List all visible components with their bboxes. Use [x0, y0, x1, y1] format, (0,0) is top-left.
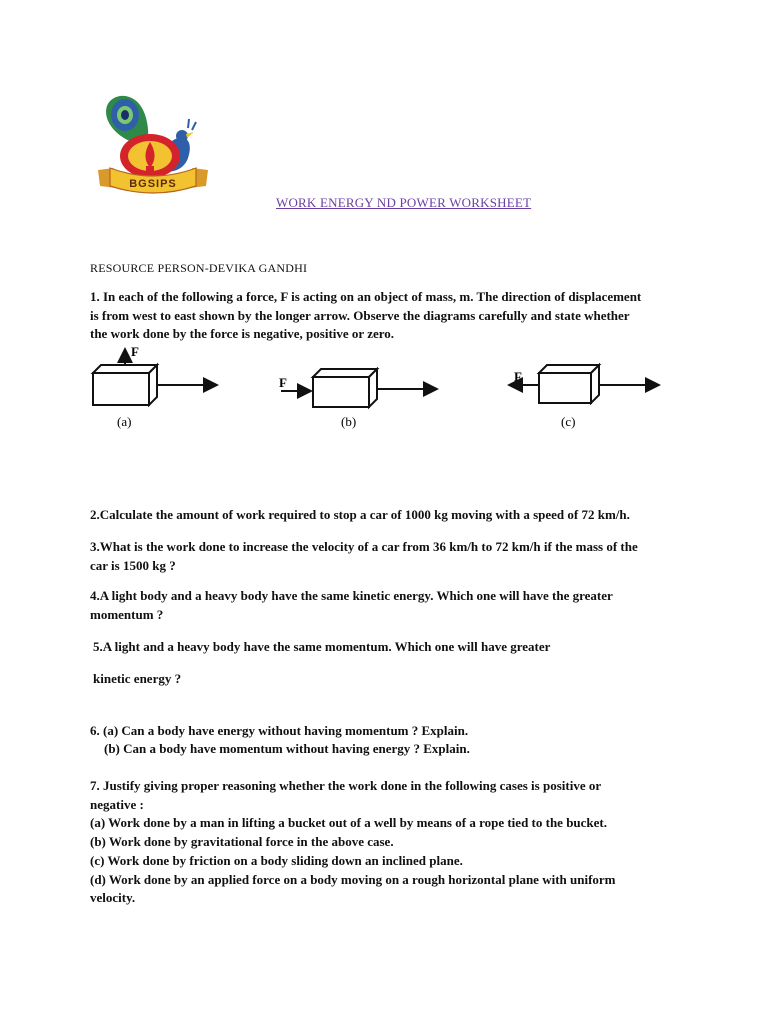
question-6b: (b) Can a body have momentum without having energy ? Explain. — [104, 741, 470, 756]
label-c: (c) — [561, 414, 576, 429]
question-7-line-1: 7. Justify giving proper reasoning whether the work done in the following cases is positive or — [90, 778, 602, 793]
question-7d-line-1: (d) Work done by an applied force on a body moving on a rough horizontal plane with uniform — [90, 871, 616, 887]
question-7d-line-2: velocity. — [90, 890, 136, 906]
logo-text: BGSIPS — [129, 178, 177, 190]
question-5-line-1: 5.A light and a heavy body have the same momentum. Which one will have greater — [93, 639, 551, 654]
force-label-c: F — [514, 369, 522, 384]
question-7b: (b) Work done by gravitational force in the above case. — [90, 834, 394, 850]
force-label-b: F — [279, 375, 287, 390]
question-7 — [90, 777, 690, 908]
question-4-line-2: momentum ? — [90, 606, 164, 622]
resource-person: RESOURCE PERSON-DEVIKA GANDHI — [90, 261, 308, 275]
question-4-line-1: 4.A light body and a heavy body have the same kinetic energy. Which one will have the greater — [90, 588, 613, 603]
question-4 — [90, 587, 690, 624]
label-b: (b) — [341, 414, 357, 429]
question-2: 2.Calculate the amount of work required to stop a car of 1000 kg moving with a speed of 72 km/h. — [90, 507, 630, 522]
question-1-line-3: the work done by the force is negative, positive or zero. — [90, 326, 395, 342]
question-3 — [90, 538, 690, 575]
question-1 — [90, 288, 690, 344]
worksheet-title: WORK ENERGY ND POWER WORKSHEET — [276, 195, 532, 210]
question-1-line-1: 1. In each of the following a force, F is acting on an object of mass, m. The direction of displacement — [90, 289, 642, 304]
question-5-line-2: kinetic energy ? — [93, 671, 182, 686]
question-6a: 6. (a) Can a body have energy without having momentum ? Explain. — [90, 723, 469, 738]
force-diagrams — [85, 343, 685, 435]
diagram-c — [509, 365, 659, 429]
question-1-line-2: is from west to east shown by the longer arrow. Observe the diagrams carefully and state whether — [90, 307, 630, 323]
lamp-emblem-icon — [120, 134, 180, 178]
label-a: (a) — [117, 414, 132, 429]
force-label-a: F — [131, 344, 139, 359]
question-3-line-2: car is 1500 kg ? — [90, 557, 176, 573]
diagram-a — [93, 344, 217, 429]
school-logo — [92, 90, 214, 210]
question-7-line-2: negative : — [90, 796, 144, 812]
question-7a: (a) Work done by a man in lifting a bucket out of a well by means of a rope tied to the bucket. — [90, 815, 608, 831]
diagram-b — [279, 369, 437, 429]
question-3-line-1: 3.What is the work done to increase the velocity of a car from 36 km/h to 72 km/h if the mass of the — [90, 539, 638, 554]
question-7c: (c) Work done by friction on a body sliding down an inclined plane. — [90, 852, 463, 868]
